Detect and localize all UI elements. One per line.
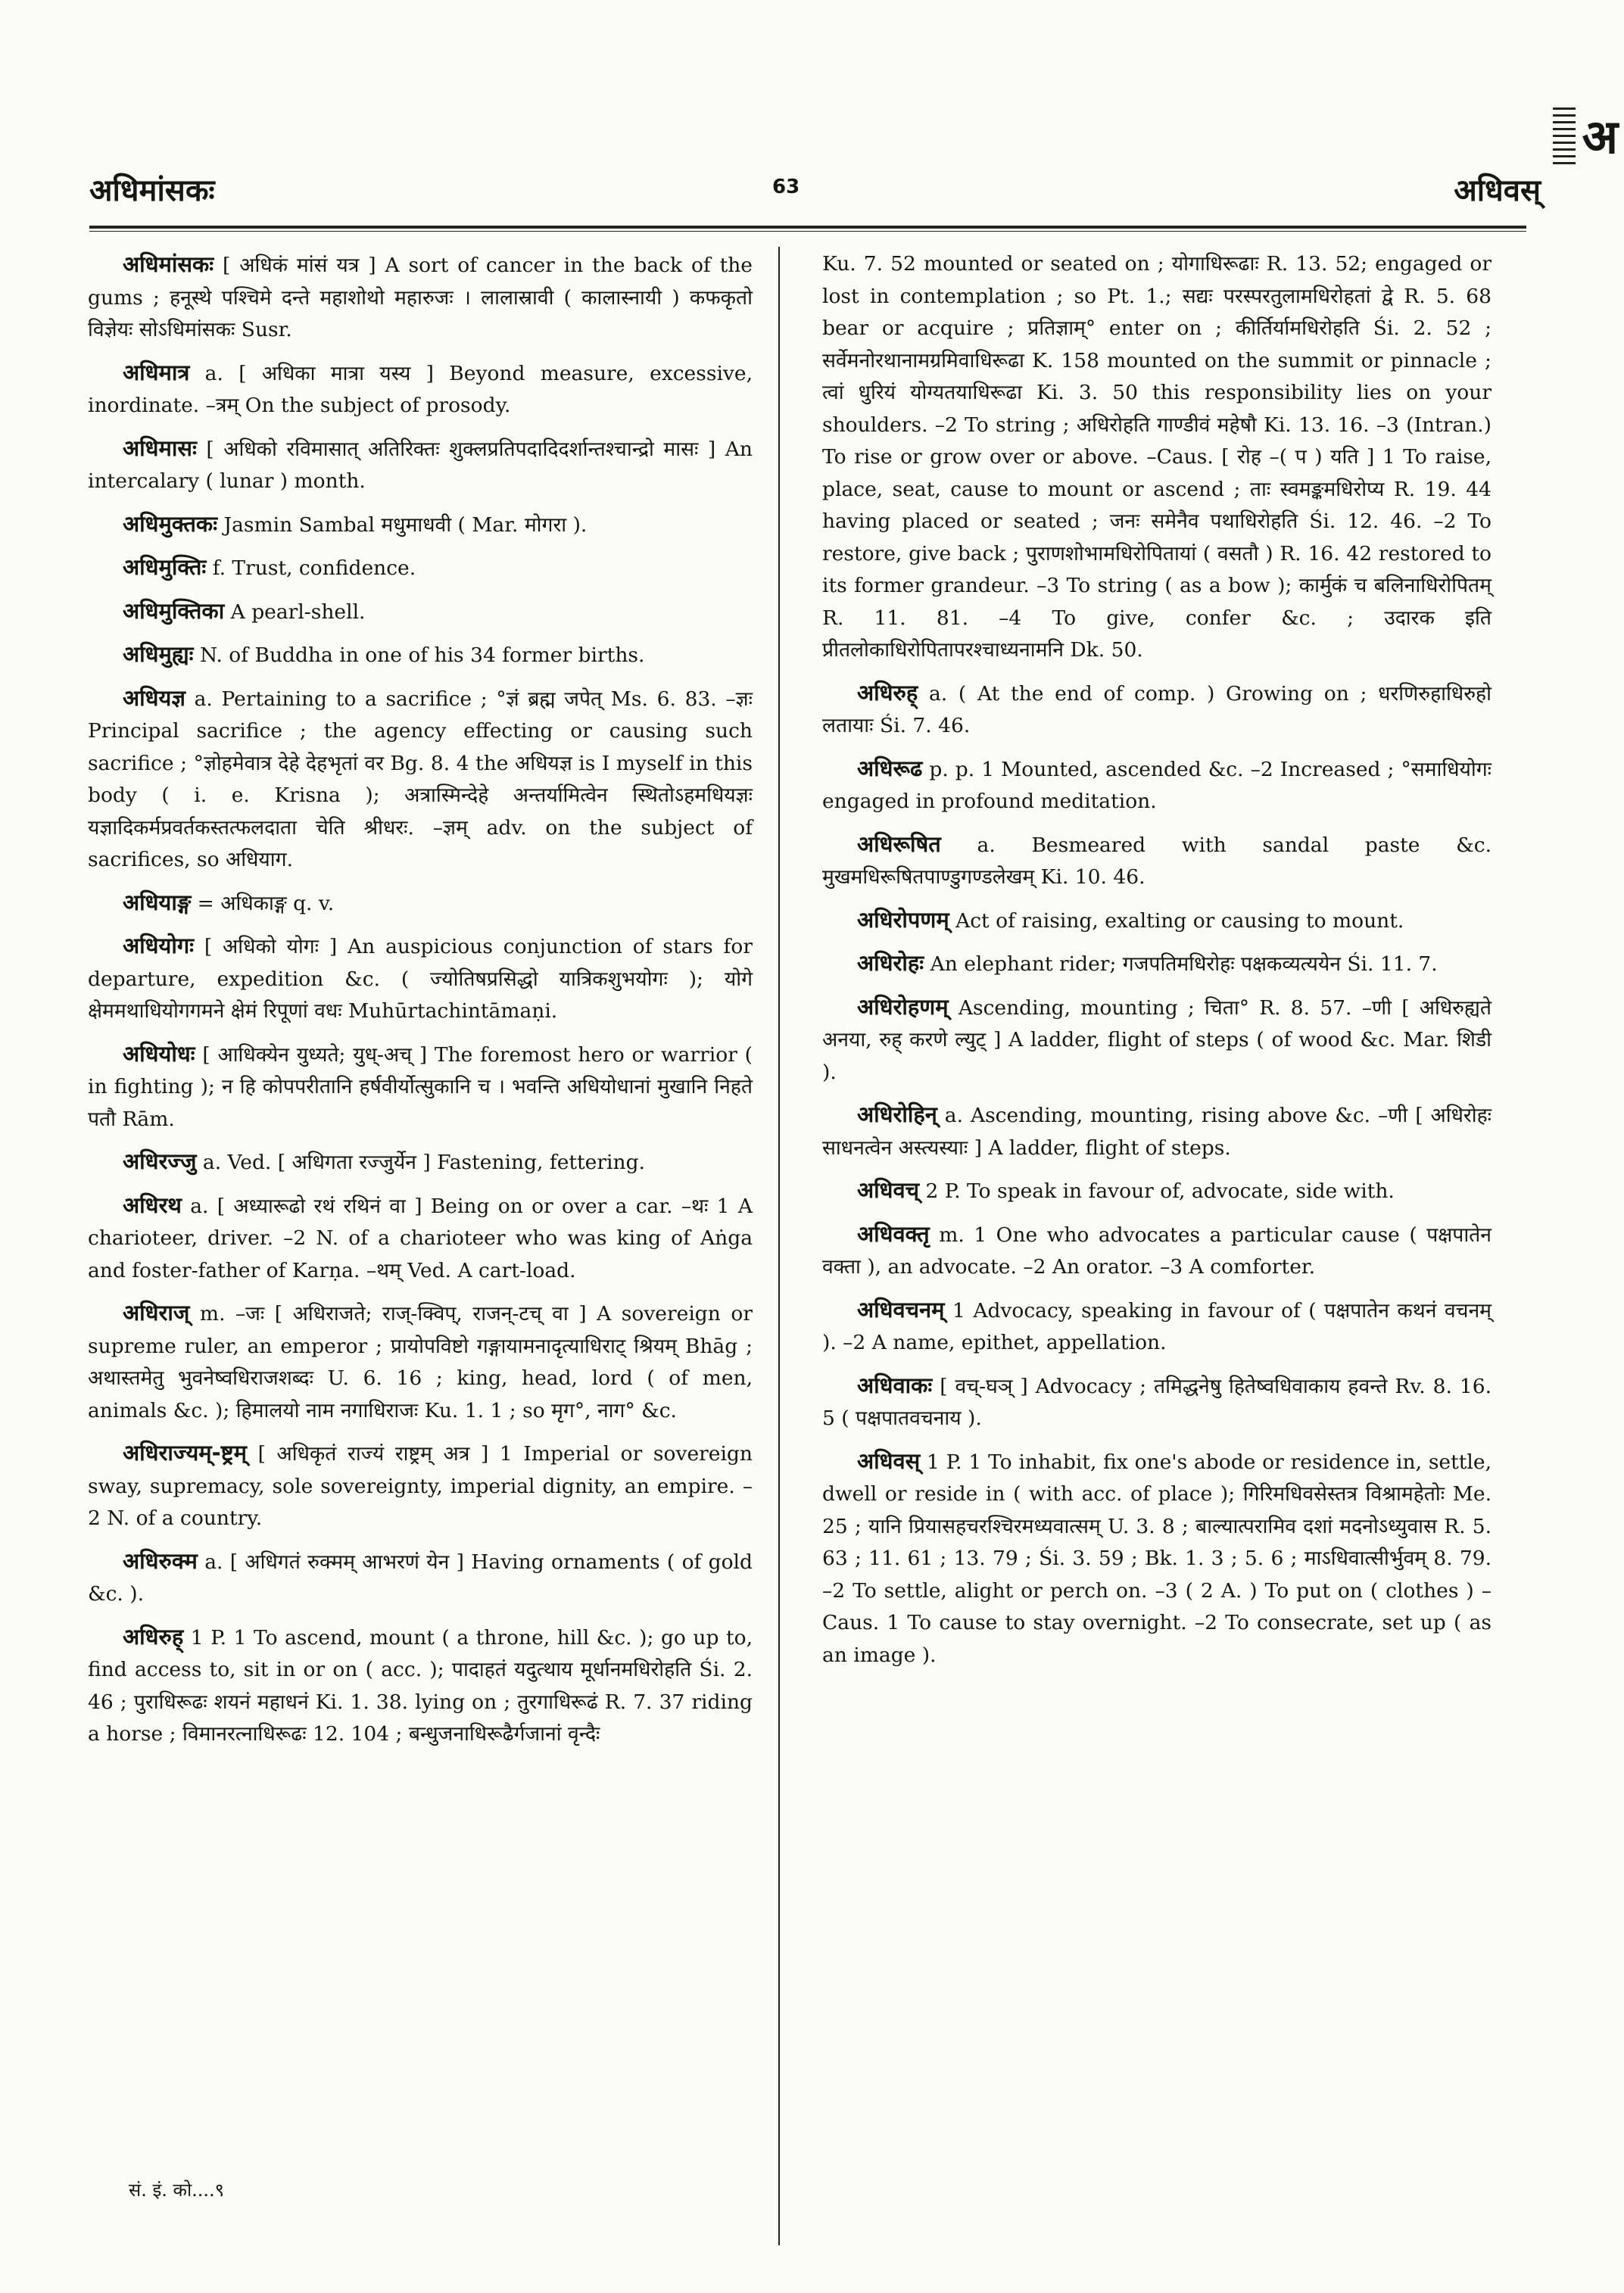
dictionary-entry: [88, 930, 753, 1028]
entry-definition: [ अधिको रविमासात् अतिरिक्तः शुक्लप्रतिपदादिदर्शान्तश्चान्द्रो मासः ] An intercalary ( lunar ) month.: [88, 437, 753, 493]
entry-headword: अधिवस्: [857, 1447, 921, 1474]
entry-definition: m. –जः [ अधिराजते; राज्-क्विप्, राजन्-टच् वा ] A sovereign or supreme ruler, an emperor ; प्रायोपविष्टो गङ्गायामनादृत्याधिराट् श्रियम् Bhāg ; अथास्तमेतु भुवनेष्वधिराजशब्दः U. 6. 16 ; king, head, lord ( of men, animals &c. ); हिमालयो नाम नगाधिराजः Ku. 1. 1 ; so मृग°, नाग° &c.: [88, 1302, 753, 1422]
entry-headword: अधिमुक्तिका: [123, 597, 225, 624]
entry-headword: अधिरज्जु: [123, 1148, 197, 1174]
page-number: 63: [772, 176, 800, 198]
left-column: [88, 248, 753, 1761]
guide-word-left: अधिमांसकः: [89, 173, 215, 208]
entry-definition: a. Pertaining to a sacrifice ; °ज्ञं ब्रह्म जपेत् Ms. 6. 83. –ज्ञः Principal sacrifice ; the agency effecting or causing such sacrifice ; °ज्ञोहमेवात्र देहे देहभृतां वर Bg. 8. 4 the अधियज्ञ is I myself in this body ( i. e. Krisna ); अत्रास्मिन्देहे अन्तर्यामित्वेन स्थितोऽहमधियज्ञः यज्ञादिकर्मप्रवर्तकस्तत्फलदाता चेति श्रीधरः. –ज्ञम् adv. on the subject of sacrifices, so अधियाग.: [88, 687, 753, 871]
entry-headword: अधिवाकः: [857, 1372, 933, 1398]
entry-headword: अधिरूढ: [857, 755, 923, 781]
entry-headword: अधिरुह्: [857, 679, 918, 706]
dictionary-entry: [88, 248, 753, 347]
entry-definition: 1 P. 1 To ascend, mount ( a throne, hill &c. ); go up to, find access to, sit in or on ( acc. ); पादाहतं यदुत्थाय मूर्धानमधिरोहति Śi. 2. 46 ; पुराधिरूढः शयनं महाधनं Ki. 1. 38. lying on ; तुरगाधिरूढं R. 7. 37 riding a horse ; विमानरत्नाधिरूढः 12. 104 ; बन्धुजनाधिरूढैर्गजानां वृन्दैः: [88, 1625, 753, 1746]
entry-definition: A pearl-shell.: [224, 600, 366, 624]
dictionary-entry: [88, 1145, 753, 1179]
dictionary-entry: [822, 1369, 1492, 1435]
entry-definition: a. Ved. [ अधिगता रज्जुर्येन ] Fastening, fettering.: [196, 1151, 645, 1174]
entry-definition: 1 P. 1 To inhabit, fix one's abode or residence in, settle, dwell or reside in ( with acc. of place ); गिरिमधिवसेस्तत्र विश्रामहेतोः Me. 25 ; यानि प्रियासहचरश्चिरमध्यवात्सम् U. 3. 8 ; बाल्यात्परामिव दशां मदनोऽध्युवास R. 5. 63 ; 11. 61 ; 13. 79 ; Śi. 3. 59 ; Bk. 1. 3 ; 5. 6 ; माऽधिवात्सीर्भुवम् 8. 79. –2 To settle, alight or perch on. –3 ( 2 A. ) To put on ( clothes ) –Caus. 1 To cause to stay overnight. –2 To consecrate, set up ( as an image ).: [822, 1450, 1492, 1667]
entry-headword: अधियज्ञ: [123, 684, 185, 711]
entry-definition: a. ( At the end of comp. ) Growing on ; धरणिरुहाधिरुहो लतायाः Śi. 7. 46.: [822, 681, 1492, 737]
entry-headword: अधिरोहणम्: [857, 993, 949, 1020]
entry-definition: Act of raising, exalting or causing to mount.: [949, 908, 1404, 933]
dictionary-entry: [822, 1294, 1492, 1360]
entry-headword: अधिराज्: [123, 1300, 190, 1326]
dictionary-entry: [88, 682, 753, 877]
dictionary-entry: [88, 508, 753, 542]
entry-headword: अधिवचनम्: [857, 1296, 945, 1323]
entry-definition: a. [ अधिगतं रुक्मम् आभरणं येन ] Having ornaments ( of gold &c. ).: [88, 1550, 753, 1606]
dictionary-entry: [88, 1189, 753, 1288]
dictionary-entry: [822, 904, 1492, 938]
entry-definition: a. Besmeared with sandal paste &c. मुखमधिरूषितपाण्डुगण्डलेखम् Ki. 10. 46.: [822, 833, 1492, 889]
dictionary-entry: [88, 1297, 753, 1427]
entry-definition: a. [ अध्यारूढो रथं रथिनं वा ] Being on or over a car. –थः 1 A charioteer, driver. –2 N. of a charioteer who was king of Aṅga and foster-father of Karṇa. –थम् Ved. A cart-load.: [88, 1194, 753, 1282]
header-rule: [89, 226, 1526, 232]
dictionary-entry: [88, 551, 753, 585]
entry-headword: अधिमात्र: [123, 359, 190, 385]
dictionary-entry: [88, 1545, 753, 1611]
entry-headword: अधिमासः: [123, 435, 197, 461]
entry-headword: अधिरोहिन्: [857, 1101, 937, 1127]
dictionary-entry: [822, 677, 1492, 743]
entry-headword: अधिमांसकः: [123, 251, 214, 277]
thumb-index-tab: अ: [1553, 107, 1618, 167]
entry-headword: अधिरुक्म: [123, 1547, 198, 1574]
entry-headword: अधिरुह्: [123, 1623, 184, 1650]
dictionary-entry: [822, 248, 1492, 667]
entry-definition: p. p. 1 Mounted, ascended &c. –2 Increased ; °समाधियोगः engaged in profound meditation.: [822, 757, 1492, 813]
entry-definition: [ अधिकृतं राज्यं राष्ट्रम् अत्र ] 1 Imperial or sovereign sway, supremacy, sole sovereignty, imperial dignity, an empire. –2 N. of a country.: [88, 1442, 753, 1530]
entry-headword: अधिरोपणम्: [857, 906, 949, 933]
entry-definition: [ अधिकं मांसं यत्र ] A sort of cancer in the back of the gums ; हनूस्थे पश्चिमे दन्ते महाशोथो महारुजः । लालास्रावी ( कालास्नायी ) कफकृतो विज्ञेयः सोऽधिमांसकः Susr.: [88, 254, 753, 341]
entry-definition: [ वच्-घञ् ] Advocacy ; तमिद्धनेषु हितेष्वधिवाकाय हवन्ते Rv. 8. 16. 5 ( पक्षपातवचनाय ).: [822, 1374, 1492, 1430]
entry-headword: अधिमुह्यः: [123, 641, 194, 667]
dictionary-entry: [822, 1098, 1492, 1164]
dictionary-entry: [88, 1621, 753, 1751]
entry-definition: a. Ascending, mounting, rising above &c. –णी [ अधिरोहः साधनत्वेन अस्त्यस्याः ] A ladder, flight of steps.: [822, 1104, 1492, 1160]
entry-headword: अधियोधः: [123, 1040, 195, 1067]
column-divider: [778, 247, 780, 2245]
dictionary-entry: [822, 1218, 1492, 1284]
entry-headword: अधियाङ्ग: [123, 889, 192, 915]
right-column: [822, 248, 1492, 1681]
entry-headword: अधिराज्यम्-ष्ट्रम्: [123, 1440, 247, 1466]
entry-definition: f. Trust, confidence.: [206, 556, 416, 580]
entry-definition: Jasmin Sambal मधुमाधवी ( Mar. मोगरा ).: [217, 512, 588, 537]
dictionary-entry: [88, 886, 753, 921]
entry-definition: Ku. 7. 52 mounted or seated on ; योगाधिरूढाः R. 13. 52; engaged or lost in contemplation ; so Pt. 1.; सद्यः परस्परतुलामधिरोहतां द्वे R. 5. 68 bear or acquire ; प्रतिज्ञाम्° enter on ; कीर्तिर्यामधिरोहति Śi. 2. 52 ; सर्वेमनोरथानामग्रमिवाधिरूढा K. 158 mounted on the summit or pinnacle ; त्वां धुरियं योग्यतयाधिरूढा Ki. 3. 50 this responsibility lies on your shoulders. –2 To string ; अधिरोहति गाण्डीवं महेषौ Ki. 13. 16. –3 (Intran.) To rise or grow over or above. –Caus. [ रोह –( प ) यति ] 1 To raise, place, seat, cause to mount or ascend ; ताः स्वमङ्कमधिरोप्य R. 19. 44 having placed or seated ; जनः समेनैव पथाधिरोहति Śi. 12. 46. –2 To restore, give back ; पुराणशोभामधिरोपितायां ( वसतौ ) R. 16. 42 restored to its former grandeur. –3 To string ( as a bow ); कार्मुकं च बलिनाधिरोपितम् R. 11. 81. –4 To give, confer &c. ; उदारक इति प्रीतलोकाधिरोपितापरश्चाध्यनामनि Dk. 50.: [822, 252, 1492, 662]
entry-definition: 1 Advocacy, speaking in favour of ( पक्षपातेन कथनं वचनम् ). –2 A name, epithet, appellation.: [822, 1298, 1492, 1354]
dictionary-entry: [88, 638, 753, 672]
entry-definition: 2 P. To speak in favour of, advocate, side with.: [919, 1179, 1395, 1203]
entry-headword: अधिवक्तृ: [857, 1220, 930, 1247]
dictionary-entry: [88, 595, 753, 629]
dictionary-entry: [88, 1437, 753, 1535]
dictionary-entry: [822, 1445, 1492, 1672]
entry-definition: Ascending, mounting ; चिता° R. 8. 57. –णी [ अधिरुह्यते अनया, रुह् करणे ल्युट् ] A ladder, flight of steps ( of wood &c. Mar. शिडी ).: [822, 995, 1492, 1084]
entry-headword: अधिमुक्तिः: [123, 554, 207, 580]
dictionary-entry: [822, 991, 1492, 1089]
entry-headword: अधिरथ: [123, 1192, 182, 1218]
dictionary-entry: [822, 752, 1492, 818]
guide-word-right: अधिवस्: [1454, 173, 1541, 208]
dictionary-entry: [822, 1174, 1492, 1208]
entry-definition: = अधिकाङ्ग q. v.: [191, 891, 335, 915]
entry-headword: अधिवच्: [857, 1177, 920, 1203]
entry-definition: a. [ अधिका मात्रा यस्य ] Beyond measure, excessive, inordinate. –त्रम् On the subject of prosody.: [88, 361, 753, 417]
entry-definition: An elephant rider; गजपतिमधिरोहः पक्षकव्यत्ययेन Śi. 11. 7.: [924, 952, 1438, 976]
entry-definition: N. of Buddha in one of his 34 former births.: [193, 643, 645, 667]
entry-definition: [ अधिको योगः ] An auspicious conjunction of stars for departure, expedition &c. ( ज्योतिषप्रसिद्धो यात्रिकशुभयोगः ); योगे क्षेममथाधियोगगमने क्षेमं रिपूणां वधः Muhūrtachintāmaṇi.: [88, 935, 753, 1023]
dictionary-entry: [822, 947, 1492, 981]
signature-mark: सं. इं. को....९: [129, 2179, 225, 2201]
dictionary-entry: [822, 828, 1492, 894]
entry-headword: अधियोगः: [123, 933, 195, 958]
dictionary-entry: [88, 357, 753, 422]
entry-definition: [ आधिक्येन युध्यते; युध्-अच् ] The foremost hero or warrior ( in fighting ); न हि कोपपरीतानि हर्षवीर्योत्सुकानि च । भवन्ति अधियोधानां मुखानि निहते पतौ Rām.: [88, 1042, 753, 1131]
entry-headword: अधिरूषित: [857, 830, 941, 857]
entry-headword: अधिमुक्तकः: [123, 510, 218, 537]
entry-definition: m. 1 One who advocates a particular cause ( पक्षपातेन वक्ता ), an advocate. –2 An orator. –3 A comforter.: [822, 1223, 1492, 1279]
dictionary-entry: [88, 432, 753, 498]
dictionary-entry: [88, 1038, 753, 1136]
entry-headword: अधिरोहः: [857, 950, 924, 976]
